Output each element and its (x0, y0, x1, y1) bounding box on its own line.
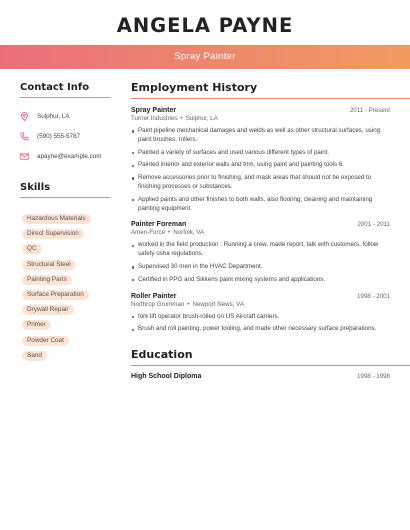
skills-heading: Skills (20, 182, 110, 198)
skills-list (20, 207, 110, 359)
job-bullet: Certified in PPG and Sikkens paint mixing systems and applications. (138, 276, 410, 285)
job-bullet: Painted a variety of surfaces and used various different types of paint. (138, 149, 410, 158)
job-location: Sulphur, LA (185, 115, 218, 122)
contact-email-text: apayne@example.com (37, 152, 102, 160)
skill-chip: Direct Supervision (22, 229, 84, 239)
contact-location-text: Sulphur, LA (37, 112, 70, 120)
job-bullet: worked in the field production : Running a crew, made report, talk with customers, follow safety osha regulations. (138, 241, 410, 259)
skill-chip: Sand (22, 351, 47, 361)
job-dates: 1998 - 2001 (356, 292, 390, 300)
contact-phone-text: (590) 555-5787 (37, 132, 81, 140)
job-bullet: Painted interior and exterior walls and trim, using paint and painting tools 6. (138, 161, 410, 170)
right-column (131, 81, 410, 380)
job-dates: 2001 - 2011 (357, 221, 390, 229)
contact-heading: Contact Info (20, 82, 110, 98)
job-title-label: Spray Painter (174, 51, 236, 62)
job-bullets (131, 241, 410, 284)
skill-chip: Painting Parts (22, 275, 72, 285)
job-dates: 2011 - Present (349, 107, 390, 114)
job-bullets (131, 127, 410, 213)
location-pin-icon (20, 112, 29, 121)
job-bullets (131, 313, 410, 335)
left-column (20, 82, 110, 359)
job-entry: Roller Painter 1998 - 2001 Northrop Grumman • Newport News, VA fork lift operator brush-rolled on US Aircraft carriers. Brush and roll painting, power tooling, and made other necessary surface preparations. (131, 293, 410, 335)
education-degree: High School Diploma (131, 373, 202, 381)
job-entry: Spray Painter 2011 - Present Turner Industries • Sulphur, LA Paint pipeline mechanical damages and welds as well as other structural surfaces, using paint brushes, rollers. Painted a variety of surfaces and used various different types of paint. Painted interior and exterior walls and trim, using paint and painting tools 6. Remove accessories prior to finishing, and mask areas that should not be exposed to finishing processes or substances. Applied paints and other finishes to both walls, also flooring; cleaning and maintaining painting equipment. (131, 107, 410, 213)
job-entry: Painter Foreman 2001 - 2011 Amen-Force • Norfolk, VA worked in the field production : Running a crew, made report, talk with customers, follow safety osha regulations. Supervised 30 men in the HVAC Department. Certified in PPG and Sikkens paint mixing systems and applications. (131, 221, 410, 284)
phone-icon (20, 132, 29, 141)
education-heading: Education (131, 348, 410, 366)
job-bullet: Supervised 30 men in the HVAC Department. (138, 263, 410, 272)
education-entry (131, 373, 410, 380)
candidate-name: ANGELA PAYNE (116, 14, 294, 37)
job-title: Painter Foreman (131, 221, 187, 229)
email-icon (20, 152, 29, 161)
contact-location (20, 106, 110, 126)
skill-chip: Drywall Repair (22, 305, 74, 315)
job-bullet: Remove accessories prior to finishing, and mask areas that should not be exposed to finishing processes or substances. (138, 174, 410, 192)
contact-phone (20, 126, 110, 146)
skill-chip: Structural Steel (22, 260, 76, 270)
job-title: Spray Painter (131, 107, 177, 114)
job-location: Newport News, VA (192, 300, 244, 308)
skill-chip: Powder Coat (22, 336, 69, 346)
title-band (0, 45, 410, 69)
employment-heading: Employment History (131, 81, 410, 99)
education-dates: 1998 - 1998 (356, 373, 390, 381)
skill-chip: QC (22, 244, 42, 254)
job-bullet: Applied paints and other finishes to both walls, also flooring; cleaning and maintaining painting equipment. (138, 196, 410, 214)
job-bullet: Paint pipeline mechanical damages and welds as well as other structural surfaces, using paint brushes, rollers. (138, 127, 410, 145)
job-company: Amen-Force (131, 229, 166, 237)
job-title: Roller Painter (131, 292, 177, 300)
job-location: Norfolk, VA (173, 229, 205, 237)
skill-chip: Hazardous Materials (22, 214, 91, 224)
job-company: Northrop Grumman (131, 300, 185, 308)
job-bullet: fork lift operator brush-rolled on US Aircraft carriers. (138, 313, 410, 322)
skill-chip: Primer (22, 320, 51, 330)
skill-chip: Surface Preparation (22, 290, 89, 300)
contact-list (20, 106, 110, 166)
contact-email (20, 146, 110, 166)
job-bullet: Brush and roll painting, power tooling, and made other necessary surface preparations. (138, 325, 410, 334)
job-company: Turner Industries (131, 115, 178, 122)
